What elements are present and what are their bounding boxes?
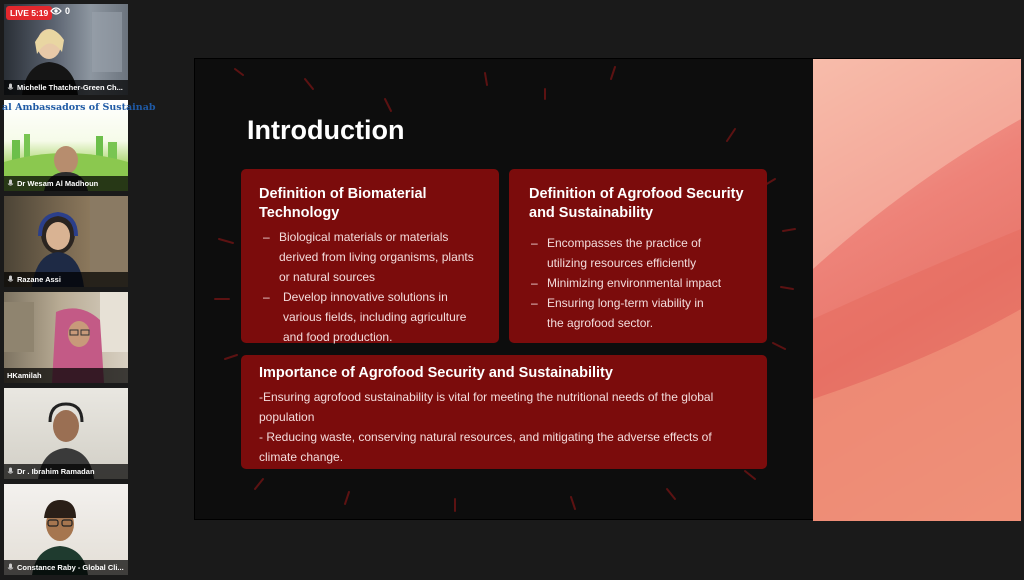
bullet-item: – Ensuring long-term viability in the agrofood sector. [509, 293, 719, 333]
participant-tile[interactable] [2, 100, 156, 191]
viewer-count-value: 0 [65, 6, 71, 16]
decorative-gradient-panel [813, 59, 1021, 521]
bullet-item: – Develop innovative solutions in various fields, including agriculture and food production. [241, 287, 481, 347]
body-line: -Ensuring agrofood sustainability is vital for meeting the nutritional needs of the global population [259, 390, 714, 424]
slide-title: Introduction [247, 115, 405, 145]
body-line: - Reducing waste, conserving natural resources, and mitigating the adverse effects of climate change. [259, 430, 712, 464]
participant-name: Michelle Thatcher-Green Ch... [17, 83, 123, 92]
bullet-list [241, 227, 481, 347]
participant-name: Dr Wesam Al Madhoun [17, 179, 99, 188]
microphone-icon [7, 275, 14, 284]
shared-slide [194, 58, 1020, 520]
bullet-item: – Encompasses the practice of utilizing resources efficiently [509, 233, 719, 273]
microphone-icon [7, 83, 14, 92]
bullet-item: – Minimizing environmental impact [509, 273, 749, 293]
viewer-count [50, 6, 70, 16]
participant-name: Dr . Ibrahim Ramadan [17, 467, 95, 476]
participant-namebar [4, 80, 128, 95]
box-heading: Definition of Agrofood Security and Sustainability [529, 186, 744, 221]
participant-tile[interactable] [4, 4, 128, 95]
participant-name: Constance Raby - Global Cli... [17, 563, 124, 572]
definition-biomaterial-box [241, 169, 499, 343]
participant-tile[interactable] [4, 484, 128, 575]
bullet-list [509, 233, 749, 333]
microphone-icon [7, 563, 14, 572]
participant-namebar [4, 272, 128, 287]
importance-box [241, 355, 767, 469]
participant-namebar [4, 176, 128, 191]
microphone-icon [7, 179, 14, 188]
participant-tile[interactable] [4, 388, 128, 479]
participant-name: Razane Assi [17, 275, 61, 284]
participant-name: HKamilah [7, 371, 42, 380]
participant-namebar [4, 368, 128, 383]
participants-panel [2, 4, 156, 572]
participant-namebar [4, 464, 128, 479]
bullet-item: – Biological materials or materials derived from living organisms, plants or natural sources [241, 227, 481, 287]
microphone-icon [7, 467, 14, 476]
live-badge: LIVE 5:19 [6, 6, 52, 20]
definition-agrofood-box [509, 169, 767, 343]
participant-banner-text: al Ambassadors of Sustainab [2, 102, 156, 113]
eye-icon [50, 6, 62, 16]
participant-namebar [4, 560, 128, 575]
participant-tile[interactable] [4, 196, 128, 287]
box-heading: Importance of Agrofood Security and Sustainability [259, 365, 613, 381]
participant-tile[interactable] [4, 292, 128, 383]
box-heading: Definition of Biomaterial Technology [259, 186, 427, 221]
